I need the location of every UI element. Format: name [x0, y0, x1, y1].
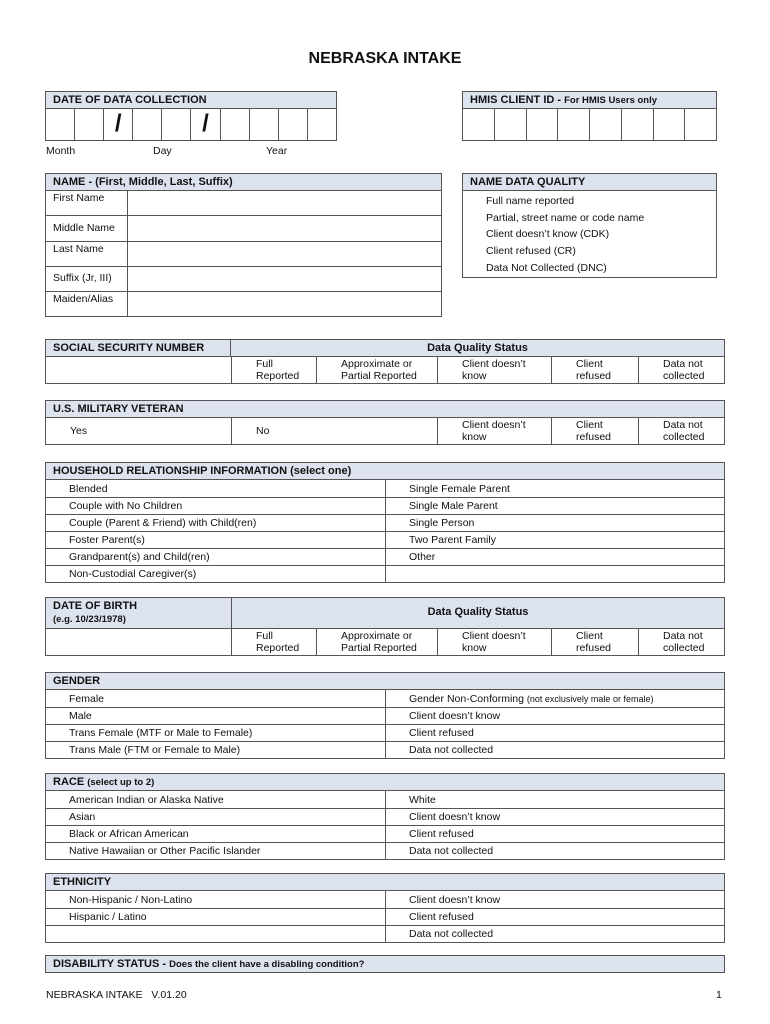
option-label: No [256, 425, 270, 437]
ssn-dq-option[interactable] [232, 357, 317, 383]
option-label: Client refused (CR) [486, 245, 576, 258]
option-label [462, 419, 526, 443]
option-label: Trans Male (FTM or Female to Male) [69, 744, 241, 756]
ssn-header: SOCIAL SECURITY NUMBER [45, 339, 231, 357]
option-note: (not exclusively male or female) [526, 693, 654, 704]
veteran-option[interactable] [639, 418, 724, 444]
option-label-line: Data not [663, 630, 703, 642]
date-digit-box[interactable] [307, 109, 336, 140]
date-slash: / [190, 109, 219, 140]
name-quality-option[interactable] [463, 243, 716, 260]
option-label: Black or African American [69, 828, 189, 840]
suffix-field[interactable] [128, 267, 441, 291]
gender-option[interactable] [386, 690, 724, 707]
option-label [663, 419, 704, 443]
household-option[interactable] [386, 480, 724, 497]
gender-option[interactable] [386, 742, 724, 758]
option-label-line: Client [576, 630, 603, 642]
disability-section [45, 955, 725, 973]
name-quality-option[interactable] [463, 259, 716, 276]
ssn-row [45, 357, 725, 384]
maiden-alias-row [46, 291, 441, 316]
veteran-option[interactable] [552, 418, 639, 444]
race-option[interactable] [46, 809, 386, 825]
option-label: Grandparent(s) and Child(ren) [69, 551, 210, 563]
name-quality-option[interactable] [463, 210, 716, 227]
option-label [341, 630, 417, 654]
date-digit-box[interactable] [249, 109, 278, 140]
option-label: Other [409, 551, 436, 563]
hmis-digit-box[interactable] [557, 109, 589, 140]
race-table [45, 791, 725, 860]
dob-dq-option[interactable] [438, 629, 552, 655]
dob-header: DATE OF BIRTH [53, 600, 138, 612]
footer-version: NEBRASKA INTAKE V.01.20 [46, 989, 187, 1001]
race-section [45, 773, 725, 860]
ethnicity-header: ETHNICITY [45, 873, 725, 891]
household-option[interactable] [386, 532, 724, 548]
middle-name-field[interactable] [128, 216, 441, 241]
race-option[interactable] [46, 826, 386, 842]
option-label-line: refused [576, 431, 612, 443]
day-label: Day [153, 145, 172, 157]
option-label: Data not collected [409, 744, 494, 756]
race-row [46, 808, 724, 825]
option-label-line: Full [256, 630, 273, 642]
name-header: NAME - (First, Middle, Last, Suffix) [45, 173, 442, 191]
option-label: Client refused [409, 828, 474, 840]
maiden-alias-label: Maiden/Alias [46, 292, 128, 316]
option-label: Blended [69, 482, 108, 495]
household-option[interactable] [46, 549, 386, 565]
dob-dq-header: Data Quality Status [232, 598, 724, 629]
household-option[interactable] [46, 498, 386, 514]
option-label-line: Partial Reported [341, 642, 417, 654]
dob-table [45, 597, 725, 656]
dob-dq-option[interactable] [317, 629, 438, 655]
household-row [46, 531, 724, 548]
option-label-line: Partial Reported [341, 370, 417, 382]
ssn-field[interactable] [46, 357, 232, 383]
option-label [256, 630, 299, 654]
option-label-line: Data not [663, 419, 703, 431]
race-header-text: RACE [53, 776, 85, 788]
disability-header [45, 955, 725, 973]
ssn-dq-option[interactable] [639, 357, 724, 383]
option-label: White [409, 793, 436, 806]
page-title: NEBRASKA INTAKE [308, 50, 462, 67]
option-label-line: Data not [663, 358, 703, 370]
hmis-header-note: For HMIS Users only [564, 95, 658, 106]
option-label: Gender Non-Conforming [409, 692, 524, 705]
page-number: 1 [716, 989, 722, 1001]
dob-dq-option[interactable] [232, 629, 317, 655]
option-label-line: Client doesn’t [462, 419, 526, 431]
dob-dq-option[interactable] [639, 629, 724, 655]
gender-option[interactable] [46, 690, 386, 707]
ssn-header-row [45, 339, 725, 357]
ethnicity-row [46, 891, 724, 908]
hmis-client-id-grid[interactable] [462, 109, 717, 141]
option-label: Yes [70, 425, 88, 437]
hmis-client-id-section [462, 91, 717, 141]
ethnicity-section [45, 873, 725, 943]
household-option[interactable] [46, 480, 386, 497]
date-digit-box[interactable] [74, 109, 103, 140]
household-row [46, 514, 724, 531]
race-header [45, 773, 725, 791]
option-label [576, 358, 611, 382]
option-label-line: know [462, 370, 487, 382]
gender-header: GENDER [45, 672, 725, 690]
option-label [663, 630, 704, 654]
option-label: Asian [69, 811, 96, 823]
gender-row [46, 741, 724, 758]
disability-question: Does the client have a disabling condition? [169, 959, 365, 970]
date-of-collection-header: DATE OF DATA COLLECTION [45, 91, 337, 109]
hmis-digit-box[interactable] [589, 109, 621, 140]
option-label: Trans Female (MTF or Male to Female) [69, 727, 253, 739]
option-label-line: Client [576, 358, 603, 370]
middle-name-row [46, 215, 441, 241]
gender-row [46, 724, 724, 741]
date-digit-box[interactable] [132, 109, 161, 140]
option-label-line: refused [576, 370, 612, 382]
middle-name-label: Middle Name [46, 216, 128, 241]
option-label: Client doesn’t know [409, 811, 501, 823]
option-label-line: know [462, 431, 487, 443]
household-option[interactable] [386, 498, 724, 514]
household-row [46, 565, 724, 582]
dob-right [232, 598, 724, 655]
ethnicity-option[interactable] [46, 891, 386, 908]
name-fields [45, 191, 442, 317]
option-label: Single Person [409, 517, 475, 529]
ssn-dq-option[interactable] [438, 357, 552, 383]
gender-option[interactable] [46, 708, 386, 724]
option-label: Foster Parent(s) [69, 534, 145, 546]
date-digit-box[interactable] [220, 109, 249, 140]
date-slash: / [103, 109, 132, 140]
veteran-section [45, 400, 725, 445]
ethnicity-option[interactable] [386, 891, 724, 908]
dob-header-block [46, 598, 231, 629]
name-quality-option[interactable] [463, 226, 716, 243]
gender-option[interactable] [46, 725, 386, 741]
date-digit-box[interactable] [161, 109, 190, 140]
option-label [576, 630, 611, 654]
household-table [45, 480, 725, 583]
race-row [46, 825, 724, 842]
option-label-line: Full [256, 358, 273, 370]
ethnicity-row [46, 925, 724, 942]
veteran-no-option[interactable] [232, 418, 438, 444]
gender-row [46, 690, 724, 707]
option-label: Client doesn’t know [409, 710, 501, 722]
ethnicity-option[interactable] [46, 909, 386, 925]
date-of-collection-grid[interactable] [45, 109, 337, 141]
option-label: Client doesn’t know (CDK) [486, 228, 610, 241]
last-name-label: Last Name [46, 242, 128, 266]
race-option[interactable] [46, 791, 386, 808]
option-label-line: Reported [256, 370, 300, 382]
maiden-alias-field[interactable] [128, 292, 441, 316]
veteran-yes-option[interactable] [46, 418, 232, 444]
option-label: American Indian or Alaska Native [69, 793, 224, 806]
option-label: Hispanic / Latino [69, 911, 147, 923]
household-empty-cell [386, 566, 724, 582]
household-section [45, 462, 725, 583]
hmis-digit-box[interactable] [684, 109, 716, 140]
option-label-line: Client [576, 419, 603, 431]
veteran-header: U.S. MILITARY VETERAN [45, 400, 725, 418]
household-header: HOUSEHOLD RELATIONSHIP INFORMATION (select one) [45, 462, 725, 480]
dob-example: (e.g. 10/23/1978) [53, 614, 126, 625]
ssn-section [45, 339, 725, 384]
household-option[interactable] [46, 532, 386, 548]
hmis-digit-box[interactable] [653, 109, 685, 140]
ethnicity-option[interactable] [386, 926, 724, 942]
option-label [462, 630, 526, 654]
year-label: Year [266, 145, 288, 157]
gender-table [45, 690, 725, 759]
dob-dq-options [232, 629, 724, 655]
option-label: Single Female Parent [409, 482, 510, 495]
race-option[interactable] [386, 809, 724, 825]
name-quality-header: NAME DATA QUALITY [462, 173, 717, 191]
race-option[interactable] [386, 843, 724, 859]
name-quality-option[interactable] [463, 193, 716, 210]
ethnicity-option[interactable] [386, 909, 724, 925]
option-label-line: collected [663, 431, 705, 443]
race-option[interactable] [46, 843, 386, 859]
option-label-line: collected [663, 642, 705, 654]
option-label: Data Not Collected (DNC) [486, 261, 607, 274]
household-option[interactable] [46, 566, 386, 582]
option-label-line: refused [576, 642, 612, 654]
household-option[interactable] [46, 515, 386, 531]
first-name-row [46, 191, 441, 215]
last-name-row [46, 241, 441, 266]
option-label: Data not collected [409, 845, 494, 857]
option-label-line: Client doesn’t [462, 630, 526, 642]
hmis-digit-box[interactable] [463, 109, 494, 140]
race-row [46, 791, 724, 808]
gender-section [45, 672, 725, 759]
option-label [256, 358, 299, 382]
option-label: Non-Hispanic / Non-Latino [69, 893, 193, 906]
veteran-option[interactable] [438, 418, 552, 444]
race-option[interactable] [386, 791, 724, 808]
last-name-field[interactable] [128, 242, 441, 266]
option-label-line: know [462, 642, 487, 654]
option-label [462, 358, 526, 382]
date-digit-box[interactable] [46, 109, 74, 140]
ethnicity-table [45, 891, 725, 943]
option-label: Data not collected [409, 928, 494, 940]
ethnicity-empty-cell [46, 926, 386, 942]
race-header-note: (select up to 2) [87, 777, 155, 788]
first-name-label: First Name [46, 191, 128, 215]
hmis-digit-box[interactable] [526, 109, 558, 140]
option-label: Two Parent Family [409, 534, 496, 546]
option-label: Single Male Parent [409, 500, 498, 512]
gender-row [46, 707, 724, 724]
option-label: Client refused [409, 911, 474, 923]
hmis-digit-box[interactable] [621, 109, 653, 140]
veteran-row [45, 418, 725, 445]
dob-section [45, 597, 725, 656]
household-option[interactable] [386, 515, 724, 531]
household-row [46, 480, 724, 497]
name-quality-section [462, 173, 717, 278]
ssn-dq-option[interactable] [317, 357, 438, 383]
ethnicity-row [46, 908, 724, 925]
option-label-line: Approximate or [341, 358, 413, 370]
option-label: Female [69, 692, 105, 705]
date-of-collection-section [45, 91, 337, 141]
race-option[interactable] [386, 826, 724, 842]
household-row [46, 497, 724, 514]
option-label: Male [69, 710, 92, 722]
option-label-line: Reported [256, 642, 300, 654]
gender-option[interactable] [386, 708, 724, 724]
option-label: Non-Custodial Caregiver(s) [69, 568, 197, 580]
hmis-digit-box[interactable] [494, 109, 526, 140]
ssn-dq-option[interactable] [552, 357, 639, 383]
gender-option[interactable] [46, 742, 386, 758]
hmis-header-text: HMIS CLIENT ID - [470, 94, 565, 106]
ssn-dq-options [232, 357, 724, 383]
hmis-client-id-header [462, 91, 717, 109]
ssn-dq-header: Data Quality Status [231, 339, 725, 357]
dob-left [46, 598, 232, 655]
household-row [46, 548, 724, 565]
dob-dq-option[interactable] [552, 629, 639, 655]
option-label: Client refused [409, 727, 474, 739]
option-label [341, 358, 417, 382]
month-label: Month [46, 145, 76, 157]
option-label-line: Approximate or [341, 630, 413, 642]
household-option[interactable] [386, 549, 724, 565]
name-quality-options [462, 191, 717, 278]
option-label: Client doesn’t know [409, 893, 501, 906]
option-label: Couple (Parent & Friend) with Child(ren) [69, 517, 257, 529]
option-label: Partial, street name or code name [486, 211, 645, 224]
date-digit-box[interactable] [278, 109, 307, 140]
option-label: Couple with No Children [69, 500, 183, 512]
disability-header-text: DISABILITY STATUS - [53, 958, 170, 970]
option-label: Full name reported [486, 195, 575, 208]
dob-field[interactable] [46, 629, 231, 655]
option-label-line: collected [663, 370, 705, 382]
suffix-row [46, 266, 441, 291]
suffix-label: Suffix (Jr, III) [46, 267, 128, 291]
option-label [663, 358, 704, 382]
option-label: Native Hawaiian or Other Pacific Islander [69, 845, 261, 857]
gender-option[interactable] [386, 725, 724, 741]
name-section [45, 173, 442, 317]
race-row [46, 842, 724, 859]
option-label-line: Client doesn’t [462, 358, 526, 370]
option-label [576, 419, 611, 443]
first-name-field[interactable] [128, 191, 441, 215]
